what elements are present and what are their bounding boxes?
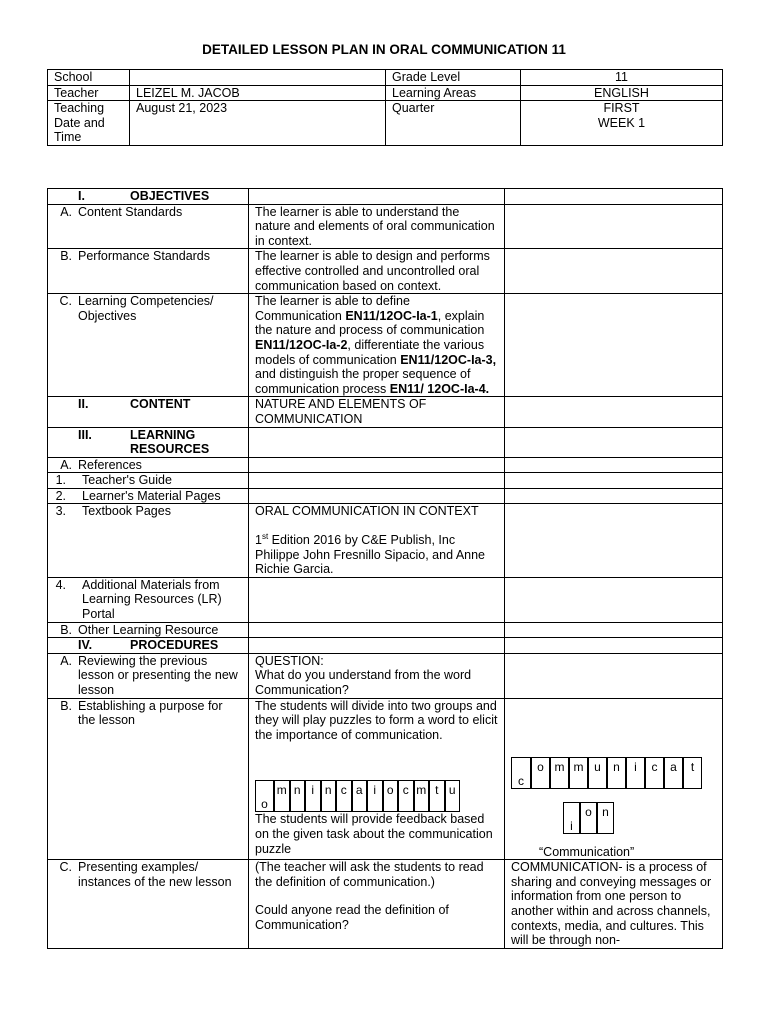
letter-box: n bbox=[597, 802, 614, 834]
item-label: Other Learning Resource bbox=[78, 622, 219, 637]
item-label: Presenting examples/ instances of the new lesson bbox=[78, 860, 232, 889]
letter-box: i bbox=[305, 780, 321, 812]
purpose-text: The students will divide into two groups and they will play puzzles to form a word to elicit the importance of communication. bbox=[255, 698, 498, 742]
item-label: Textbook Pages bbox=[82, 504, 171, 519]
quarter-value-line2: WEEK 1 bbox=[597, 115, 646, 130]
row-learners-material bbox=[48, 488, 723, 504]
grade-label: Grade Level bbox=[386, 70, 521, 86]
row-textbook-pages bbox=[48, 504, 723, 577]
row-learning-resources bbox=[48, 427, 723, 457]
date-value: August 21, 2023 bbox=[130, 101, 386, 146]
answer-row-1 bbox=[511, 757, 716, 789]
quarter-label: Quarter bbox=[386, 101, 521, 146]
textbook-edition bbox=[255, 533, 498, 577]
letter-box: a bbox=[352, 780, 368, 812]
item-label: Establishing a purpose for the lesson bbox=[78, 698, 223, 728]
textbook-title: ORAL COMMUNICATION IN CONTEXT bbox=[255, 504, 479, 519]
learning-competencies-text bbox=[249, 294, 505, 397]
edition-suffix: st bbox=[261, 531, 269, 541]
code-part: EN11/12OC-Ia-3, bbox=[400, 352, 497, 367]
item-label: Teacher's Guide bbox=[82, 473, 172, 488]
examples-instruction: (The teacher will ask the students to read the definition of communication.) bbox=[255, 860, 484, 889]
letter-box: o bbox=[383, 780, 399, 812]
section-num: II. bbox=[78, 397, 89, 412]
item-label: Additional Materials from Learning Resources (LR) Portal bbox=[82, 577, 222, 622]
quarter-value-line1: FIRST bbox=[603, 101, 640, 116]
letter-box: t bbox=[429, 780, 445, 812]
row-performance-standards bbox=[48, 249, 723, 294]
item-num: C. bbox=[59, 860, 72, 875]
teacher-value: LEIZEL M. JACOB bbox=[130, 85, 386, 101]
row-reviewing bbox=[48, 653, 723, 698]
item-num: 2. bbox=[55, 488, 66, 503]
row-presenting-examples bbox=[48, 860, 723, 949]
date-label-line2: Date and bbox=[54, 115, 105, 130]
areas-value: ENGLISH bbox=[521, 85, 723, 101]
info-table bbox=[47, 69, 723, 146]
row-content-standards bbox=[48, 204, 723, 249]
row-learning-competencies bbox=[48, 294, 723, 397]
section-num: I. bbox=[78, 189, 85, 203]
letter-box: u bbox=[588, 757, 607, 789]
date-label-line1: Teaching bbox=[54, 101, 105, 116]
communication-definition: COMMUNICATION- is a process of sharing and conveying messages or information from one person to another within and across channels, contexts, media, and cultures. This will be through non- bbox=[505, 860, 723, 949]
letter-box: a bbox=[664, 757, 683, 789]
letter-box: t bbox=[683, 757, 702, 789]
letter-box: m bbox=[569, 757, 588, 789]
date-label bbox=[48, 101, 130, 146]
item-num: 1. bbox=[55, 473, 66, 488]
text-part: and distinguish the proper sequence of communication process bbox=[255, 367, 471, 396]
letter-box: o bbox=[531, 757, 550, 789]
item-num: B. bbox=[60, 622, 72, 637]
item-label: References bbox=[78, 457, 142, 472]
row-teachers-guide bbox=[48, 473, 723, 489]
section-label: OBJECTIVES bbox=[130, 189, 210, 203]
item-label: Reviewing the previous lesson or presenting the new lesson bbox=[78, 653, 238, 697]
info-row-school bbox=[48, 70, 723, 86]
code-part: EN11/12OC-Ia-1 bbox=[345, 308, 438, 323]
quarter-value bbox=[521, 101, 723, 146]
row-content bbox=[48, 397, 723, 427]
letter-box: n bbox=[607, 757, 626, 789]
item-num: A. bbox=[60, 204, 72, 219]
letter-box: c bbox=[398, 780, 414, 812]
row-objectives bbox=[48, 189, 723, 205]
scrambled-puzzle bbox=[255, 780, 498, 812]
letter-box: i bbox=[626, 757, 645, 789]
row-establishing-purpose bbox=[48, 698, 723, 860]
content-standards-text: The learner is able to understand the nature and elements of oral communication in context. bbox=[249, 204, 505, 249]
item-num: B. bbox=[60, 249, 72, 264]
content-text: NATURE AND ELEMENTS OF COMMUNICATION bbox=[249, 397, 505, 427]
text-part: The learner is able to define Communication bbox=[255, 294, 410, 323]
row-procedures bbox=[48, 638, 723, 654]
letter-box: i bbox=[563, 802, 580, 834]
edition-text: Edition 2016 by C&E Publish, Inc Philippe John Fresnillo Sipacio, and Anne Richie Garcia. bbox=[255, 533, 486, 577]
item-label: Content Standards bbox=[78, 204, 183, 219]
answer-row-2 bbox=[563, 802, 716, 834]
school-value bbox=[130, 70, 386, 86]
section-label: CONTENT bbox=[130, 397, 191, 412]
letter-box: n bbox=[321, 780, 337, 812]
examples-question: Could anyone read the definition of Communication? bbox=[255, 903, 449, 932]
item-num: A. bbox=[60, 653, 72, 668]
letter-box: c bbox=[336, 780, 352, 812]
row-additional-materials bbox=[48, 577, 723, 622]
section-content bbox=[54, 397, 242, 412]
letter-box: o bbox=[255, 780, 274, 812]
page-title: DETAILED LESSON PLAN IN ORAL COMMUNICATION 11 bbox=[202, 42, 566, 57]
performance-standards-text: The learner is able to design and performs effective controlled and uncontrolled oral communication based on context. bbox=[249, 249, 505, 294]
text-part: , explain the nature and process of communication bbox=[255, 308, 485, 338]
date-label-line3: Time bbox=[54, 130, 82, 145]
info-row-date bbox=[48, 101, 723, 146]
teacher-label: Teacher bbox=[48, 85, 130, 101]
letter-box: u bbox=[445, 780, 461, 812]
item-label: Learner's Material Pages bbox=[82, 488, 221, 503]
item-num: C. bbox=[59, 294, 72, 309]
section-label: LEARNING RESOURCES bbox=[130, 427, 210, 457]
letter-box: o bbox=[580, 802, 597, 834]
letter-box: i bbox=[367, 780, 383, 812]
section-procedures bbox=[54, 638, 242, 653]
section-num: IV. bbox=[78, 638, 93, 653]
section-label: PROCEDURES bbox=[130, 638, 219, 653]
letter-box: m bbox=[274, 780, 290, 812]
grade-value: 11 bbox=[521, 70, 723, 86]
info-row-teacher bbox=[48, 85, 723, 101]
item-label: Performance Standards bbox=[78, 249, 211, 264]
lesson-table bbox=[47, 188, 723, 949]
school-label: School bbox=[48, 70, 130, 86]
question-label: QUESTION: bbox=[255, 653, 324, 668]
letter-box: c bbox=[645, 757, 664, 789]
edition-number: 1 bbox=[255, 533, 262, 548]
answer-caption: “Communication” bbox=[539, 844, 635, 859]
letter-box: n bbox=[290, 780, 306, 812]
code-part: EN11/ 12OC-Ia-4. bbox=[389, 381, 490, 396]
text-part: , differentiate the various models of communication bbox=[255, 337, 485, 367]
code-part: EN11/12OC-Ia-2 bbox=[255, 337, 348, 352]
item-num: A. bbox=[60, 457, 72, 472]
section-learning-resources bbox=[54, 428, 242, 457]
section-num: III. bbox=[78, 427, 92, 442]
section-objectives bbox=[54, 189, 242, 204]
row-other-resources bbox=[48, 622, 723, 638]
row-references bbox=[48, 457, 723, 473]
question-text: What do you understand from the word Communication? bbox=[255, 668, 472, 697]
areas-label: Learning Areas bbox=[386, 85, 521, 101]
letter-box: c bbox=[511, 757, 531, 789]
letter-box: m bbox=[550, 757, 569, 789]
item-num: 3. bbox=[55, 504, 66, 519]
item-num: B. bbox=[60, 698, 72, 713]
feedback-text: The students will provide feedback based on the given task about the communication puzzle bbox=[255, 812, 493, 856]
item-label: Learning Competencies/ Objectives bbox=[78, 294, 214, 323]
item-num: 4. bbox=[55, 577, 66, 592]
letter-box: m bbox=[414, 780, 430, 812]
